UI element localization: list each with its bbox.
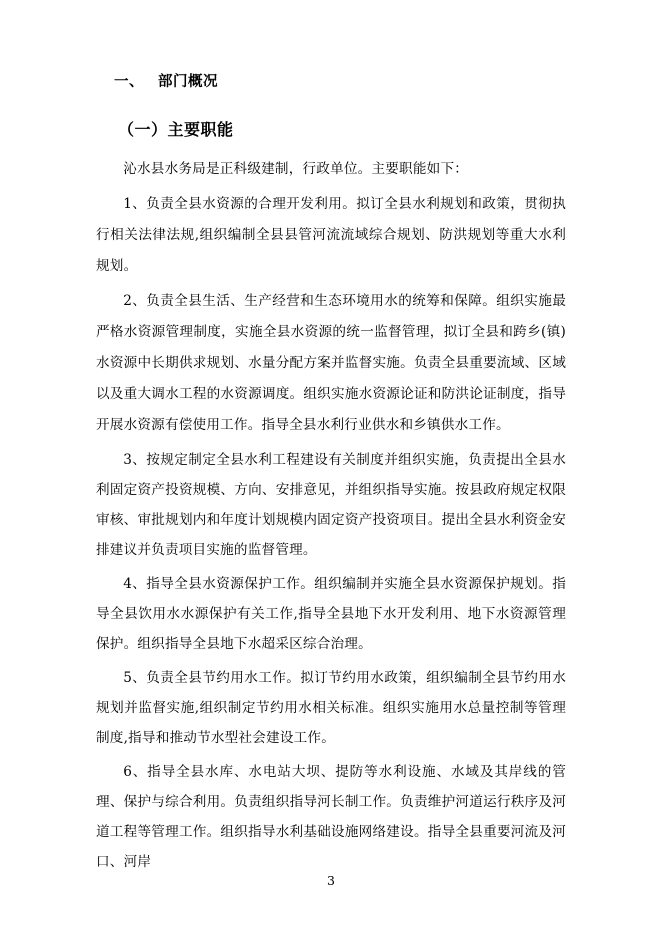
page-number: 3	[327, 873, 335, 888]
paragraph-item-6: 6、指导全县水库、水电站大坝、提防等水利设施、水域及其岸线的管理、保护与综合利用。负责组织指导河长制工作。负责维护河道运行秩序及河道工程等管理工作。组织指导水利基础设施网络建设。指导全县重要河流及河口、河岸	[96, 764, 566, 870]
paragraph-item-3: 3、按规定制定全县水利工程建设有关制度并组织实施，负责提出全县水利固定资产投资规模、方向、安排意见，并组织指导实施。按县政府规定权限审核、审批规划内和年度计划规模内固定资产投资项目。提出全县水利资金安排建议并负责项目实施的监督管理。	[96, 452, 566, 558]
paragraph-item-4: 4、指导全县水资源保护工作。组织编制并实施全县水资源保护规划。指导全县饮用水水源保护有关工作,指导全县地下水开发利用、地下水资源管理保护。组织指导全县地下水超采区综合治理。	[96, 576, 566, 652]
sub-heading: （一）主要职能	[118, 120, 234, 139]
section-heading-title: 部门概况	[158, 73, 218, 90]
paragraph-item-1: 1、负责全县水资源的合理开发利用。拟订全县水利规划和政策，贯彻执行相关法律法规,组织编制全县县管河流流域综合规划、防洪规划等重大水利规划。	[96, 196, 566, 274]
paragraph-item-5: 5、负责全县节约用水工作。拟订节约用水政策，组织编制全县节约用水规划并监督实施,组织制定节约用水相关标准。组织实施用水总量控制等管理制度,指导和推动节水型社会建设工作。	[96, 670, 566, 746]
section-heading-number: 一、	[114, 73, 144, 90]
document-body	[96, 70, 566, 877]
paragraph-intro: 沁水县水务局是正科级建制，行政单位。主要职能如下：	[123, 161, 469, 177]
section-heading	[96, 70, 566, 91]
paragraph-item-2: 2、负责全县生活、生产经营和生态环境用水的统筹和保障。组织实施最严格水资源管理制度，实施全县水资源的统一监督管理，拟订全县和跨乡(镇)水资源中长期供求规划、水量分配方案并监督实施。负责全县重要流域、区域以及重大调水工程的水资源调度。组织实施水资源论证和防洪论证制度，指导开展水资源有偿使用工作。指导全县水利行业供水和乡镇供水工作。	[96, 293, 566, 433]
